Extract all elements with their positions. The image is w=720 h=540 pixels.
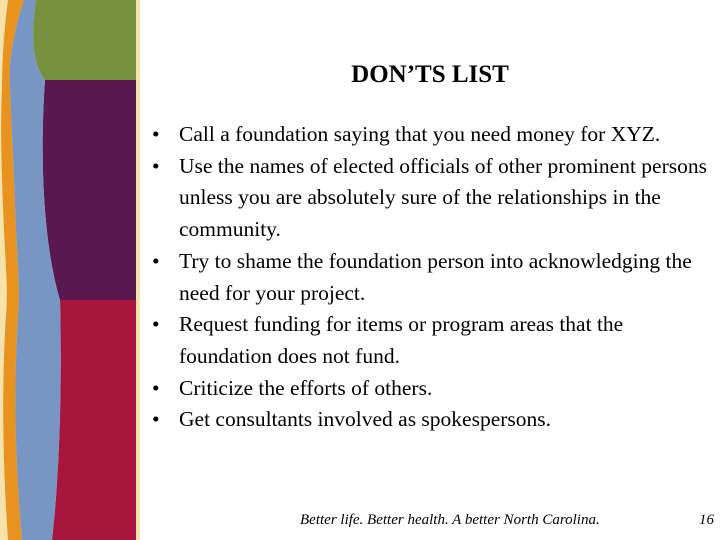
list-item [152,404,718,436]
bullet-mark: • [152,153,160,178]
list-item [152,151,718,246]
list-item [152,119,718,151]
bullet-text: Criticize the efforts of others. [179,375,433,400]
bullet-mark: • [152,122,160,146]
slide-title: DON’TS LIST [351,61,509,88]
list-item [152,246,718,309]
bullet-text: Get consultants involved as spokespersons. [179,407,552,432]
bullet-mark: • [152,407,160,432]
bullet-text: Try to shame the foundation person into acknowledging the need for your project. [179,248,692,305]
page-number: 16 [699,512,714,528]
list-item [152,373,718,405]
bullet-mark: • [152,312,160,337]
footer-tagline: Better life. Better health. A better North Carolina. [300,512,600,528]
purple-band [43,80,136,300]
bullet-text: Call a foundation saying that you need money for XYZ. [179,122,661,146]
bullet-text: Use the names of elected officials of other prominent persons unless you are absolutely sure of the relationships in the community. [179,153,707,242]
bullet-text: Request funding for items or program areas that the foundation does not fund. [179,312,624,368]
donts-bullet-list [152,119,718,436]
crimson-band [52,300,136,540]
bullet-mark: • [152,375,160,400]
list-item [152,309,718,372]
bullet-mark: • [152,248,160,273]
